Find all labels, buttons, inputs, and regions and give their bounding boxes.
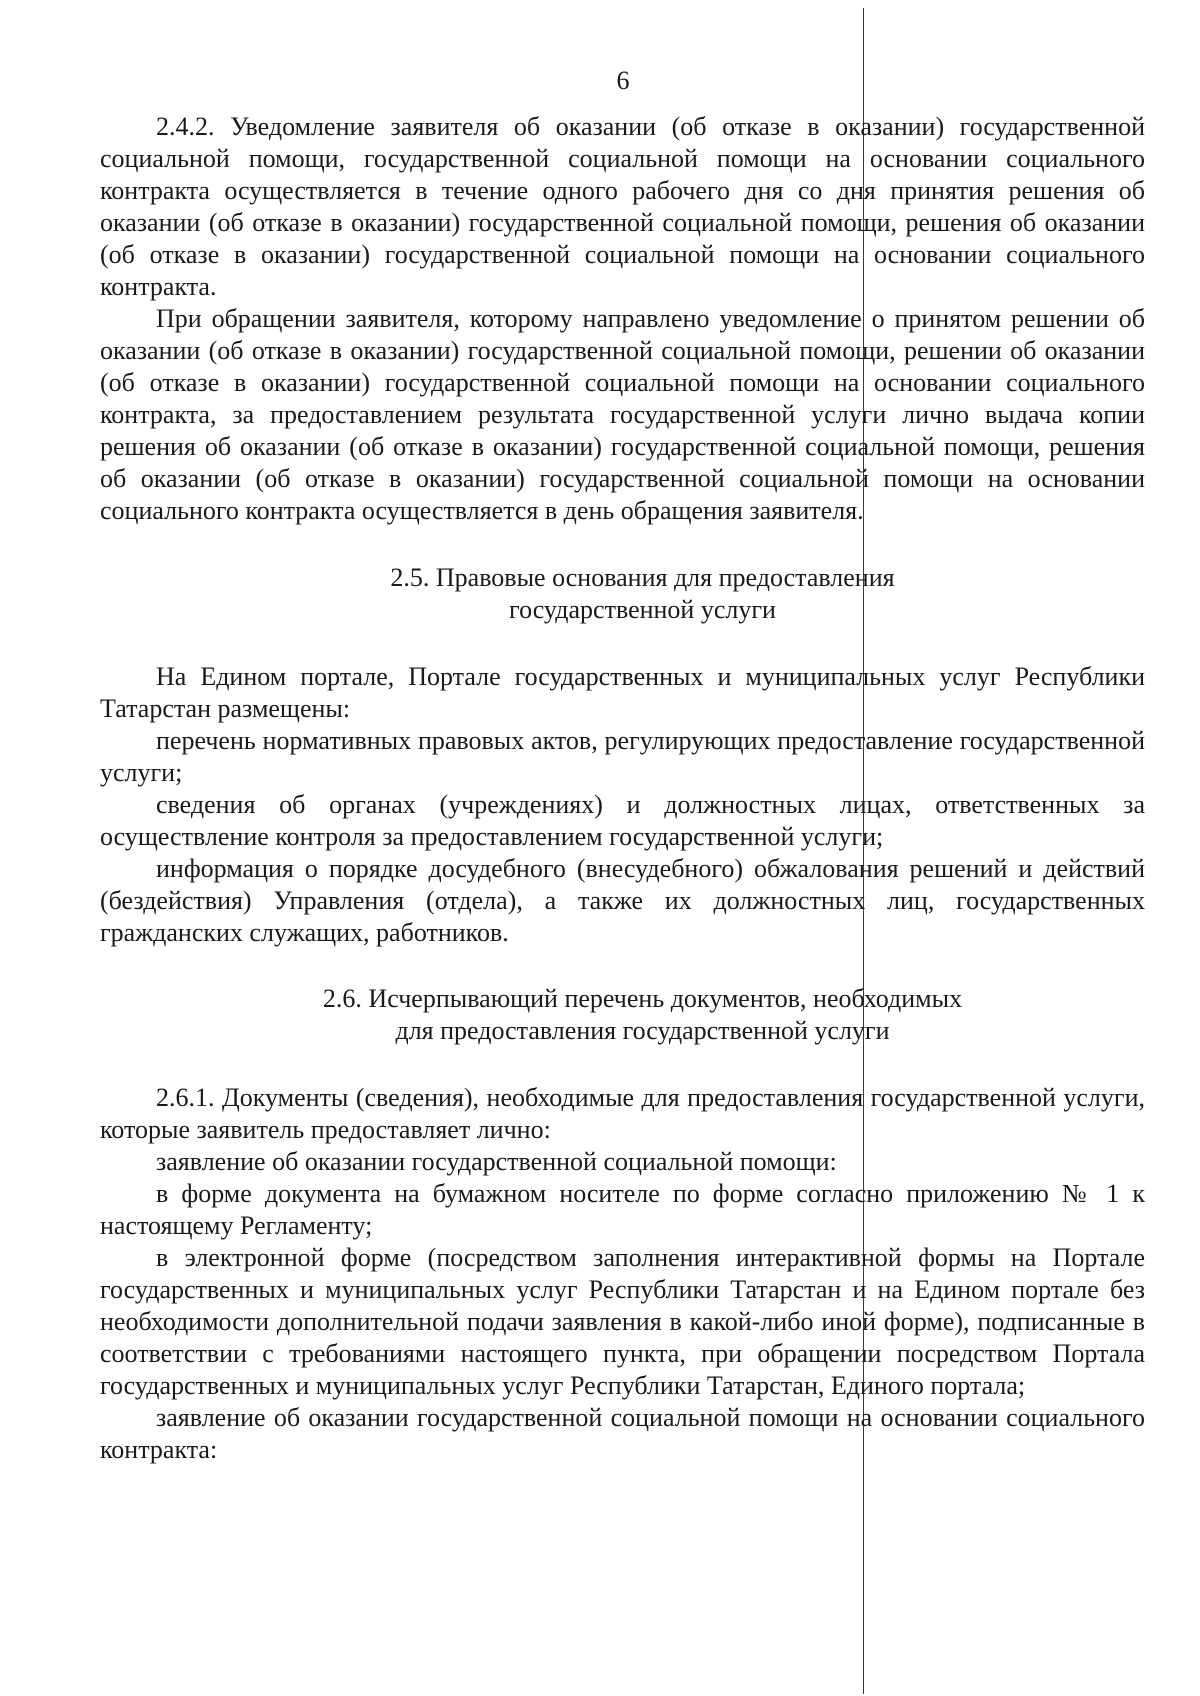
paragraph-portals-posted: На Едином портале, Портале государственных и муниципальных услуг Республики Татарстан размещены: (100, 662, 1145, 723)
paragraph-paper-form: в форме документа на бумажном носителе по форме согласно приложению № 1 к настоящему Регламенту; (100, 1179, 1145, 1240)
heading-2-5-line-1: 2.5. Правовые основания для предоставления (390, 563, 895, 592)
heading-2-6-line-2: для предоставления государственной услуги (395, 1016, 890, 1045)
paragraph-electronic-form: в электронной форме (посредством заполнения интерактивной формы на Портале государственных и муниципальных услуг Республики Татарстан и на Едином портале без необходимости дополнительной подачи заявления в какой-либо иной форме), подписанные в соответствии с требованиями настоящего пункта, при обращении посредством Портала государственных и муниципальных услуг Республики Татарстан, Единого портала; (100, 1243, 1145, 1400)
paragraph-application-assistance: заявление об оказании государственной социальной помощи: (156, 1147, 837, 1176)
section-heading-2-5 (100, 562, 1145, 626)
paragraph-notification-result: При обращении заявителя, которому направлено уведомление о принятом решении об оказании (об отказе в оказании) государственной социальной помощи, решении об оказании (об отказе в оказании) государственной социальной помощи на основании социального контракта, за предоставлением результата государственной услуги лично выдача копии решения об оказании (об отказе в оказании) государственной социальной помощи, решения об оказании (об отказе в оказании) государственной социальной помощи на основании социального контракта осуществляется в день обращения заявителя. (100, 304, 1145, 525)
document-body (100, 111, 1145, 1466)
paragraph-legal-acts-list: перечень нормативных правовых актов, регулирующих предоставление государственной услуги; (100, 726, 1145, 787)
paragraph-social-contract-application: заявление об оказании государственной социальной помощи на основании социального контракта: (100, 1403, 1145, 1464)
section-heading-2-6 (100, 983, 1145, 1047)
paragraph-2-4-2: 2.4.2. Уведомление заявителя об оказании (об отказе в оказании) государственной социальной помощи, государственной социальной помощи на основании социального контракта осуществляется в течение одного рабочего дня со дня принятия решения об оказании (об отказе в оказании) государственной социальной помощи, решения об оказании (об отказе в оказании) государственной социальной помощи на основании социального контракта. (100, 112, 1145, 301)
page-number: 6 (616, 66, 630, 95)
paragraph-appeal-procedure: информация о порядке досудебного (внесудебного) обжалования решений и действий (бездействия) Управления (отдела), а также их должностных лиц, государственных гражданских служащих, работников. (100, 854, 1145, 947)
paragraph-control-bodies: сведения об органах (учреждениях) и должностных лицах, ответственных за осуществление контроля за предоставлением государственной услуги; (100, 790, 1145, 851)
paragraph-2-6-1: 2.6.1. Документы (сведения), необходимые для предоставления государственной услуги, которые заявитель предоставляет лично: (100, 1083, 1145, 1144)
heading-2-5-line-2: государственной услуги (509, 595, 776, 624)
heading-2-6-line-1: 2.6. Исчерпывающий перечень документов, необходимых (322, 984, 963, 1013)
